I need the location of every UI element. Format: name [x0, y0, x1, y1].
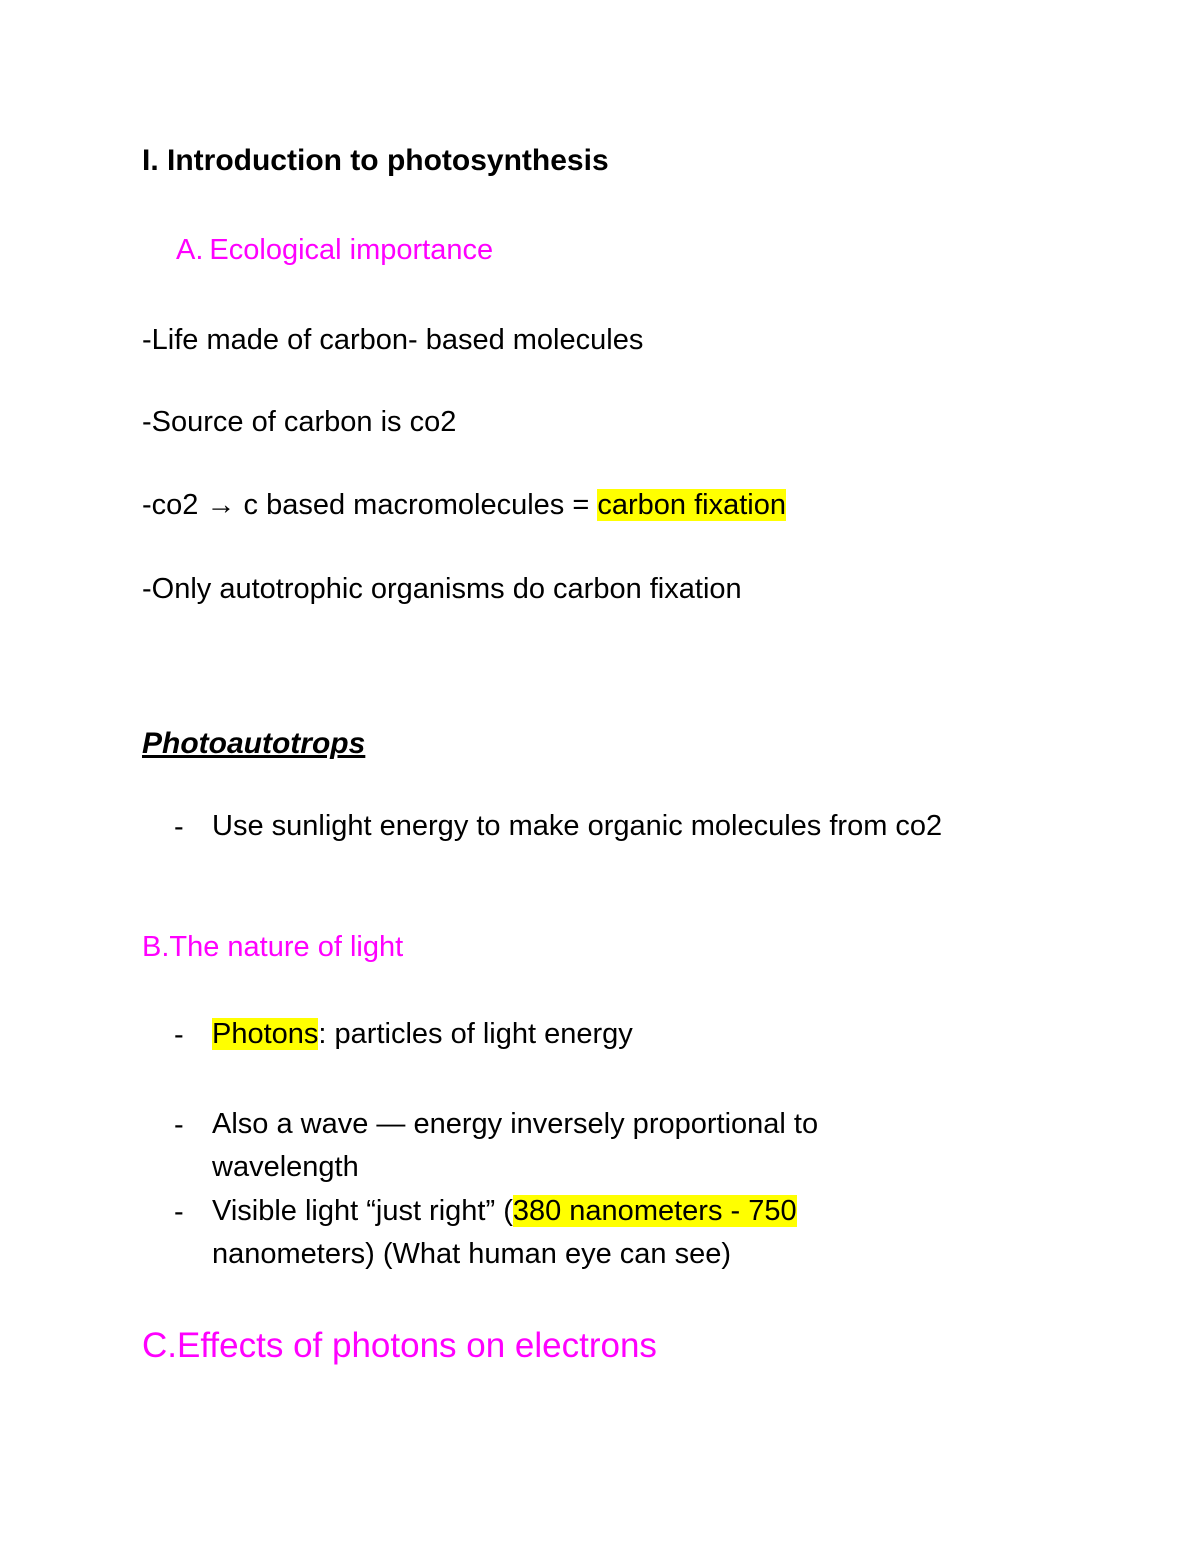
carbon-fixation-text: -co2 → c based macromolecules =	[142, 489, 598, 521]
bullet-dash: -	[174, 1196, 184, 1228]
wave-bullet-line1: Also a wave — energy inversely proportional to	[212, 1108, 819, 1140]
source-carbon-line: -Source of carbon is co2	[142, 406, 457, 438]
wave-bullet-line2: wavelength	[212, 1151, 359, 1183]
visible-light-bullet-line2: nanometers) (What human eye can see)	[212, 1238, 732, 1270]
photons-definition: : particles of light energy	[318, 1018, 633, 1050]
bullet-dash: -	[174, 1019, 184, 1051]
section-a-heading	[176, 232, 493, 268]
section-b-heading: B.The nature of light	[142, 931, 404, 963]
wavelength-range-highlight: 380 nanometers - 750	[512, 1195, 797, 1227]
page-title: I. Introduction to photosynthesis	[142, 144, 609, 177]
section-a-text: Ecological importance	[209, 234, 494, 266]
photoautotrops-heading: Photoautotrops	[142, 727, 366, 760]
life-carbon-line: -Life made of carbon- based molecules	[142, 324, 644, 356]
photoautotrops-bullet: Use sunlight energy to make organic molecules from co2	[212, 810, 943, 842]
photons-highlight: Photons	[212, 1018, 319, 1050]
bullet-dash: -	[174, 811, 184, 843]
visible-light-text: Visible light “just right” (	[212, 1195, 513, 1227]
visible-light-bullet-line1	[212, 1190, 797, 1233]
section-c-heading: C.Effects of photons on electrons	[142, 1326, 657, 1365]
photons-bullet	[212, 1013, 633, 1056]
carbon-fixation-line	[142, 487, 786, 523]
section-a-label: A.	[176, 234, 204, 266]
bullet-dash: -	[174, 1109, 184, 1141]
autotrophic-line: -Only autotrophic organisms do carbon fixation	[142, 573, 742, 605]
carbon-fixation-highlight: carbon fixation	[597, 489, 786, 521]
